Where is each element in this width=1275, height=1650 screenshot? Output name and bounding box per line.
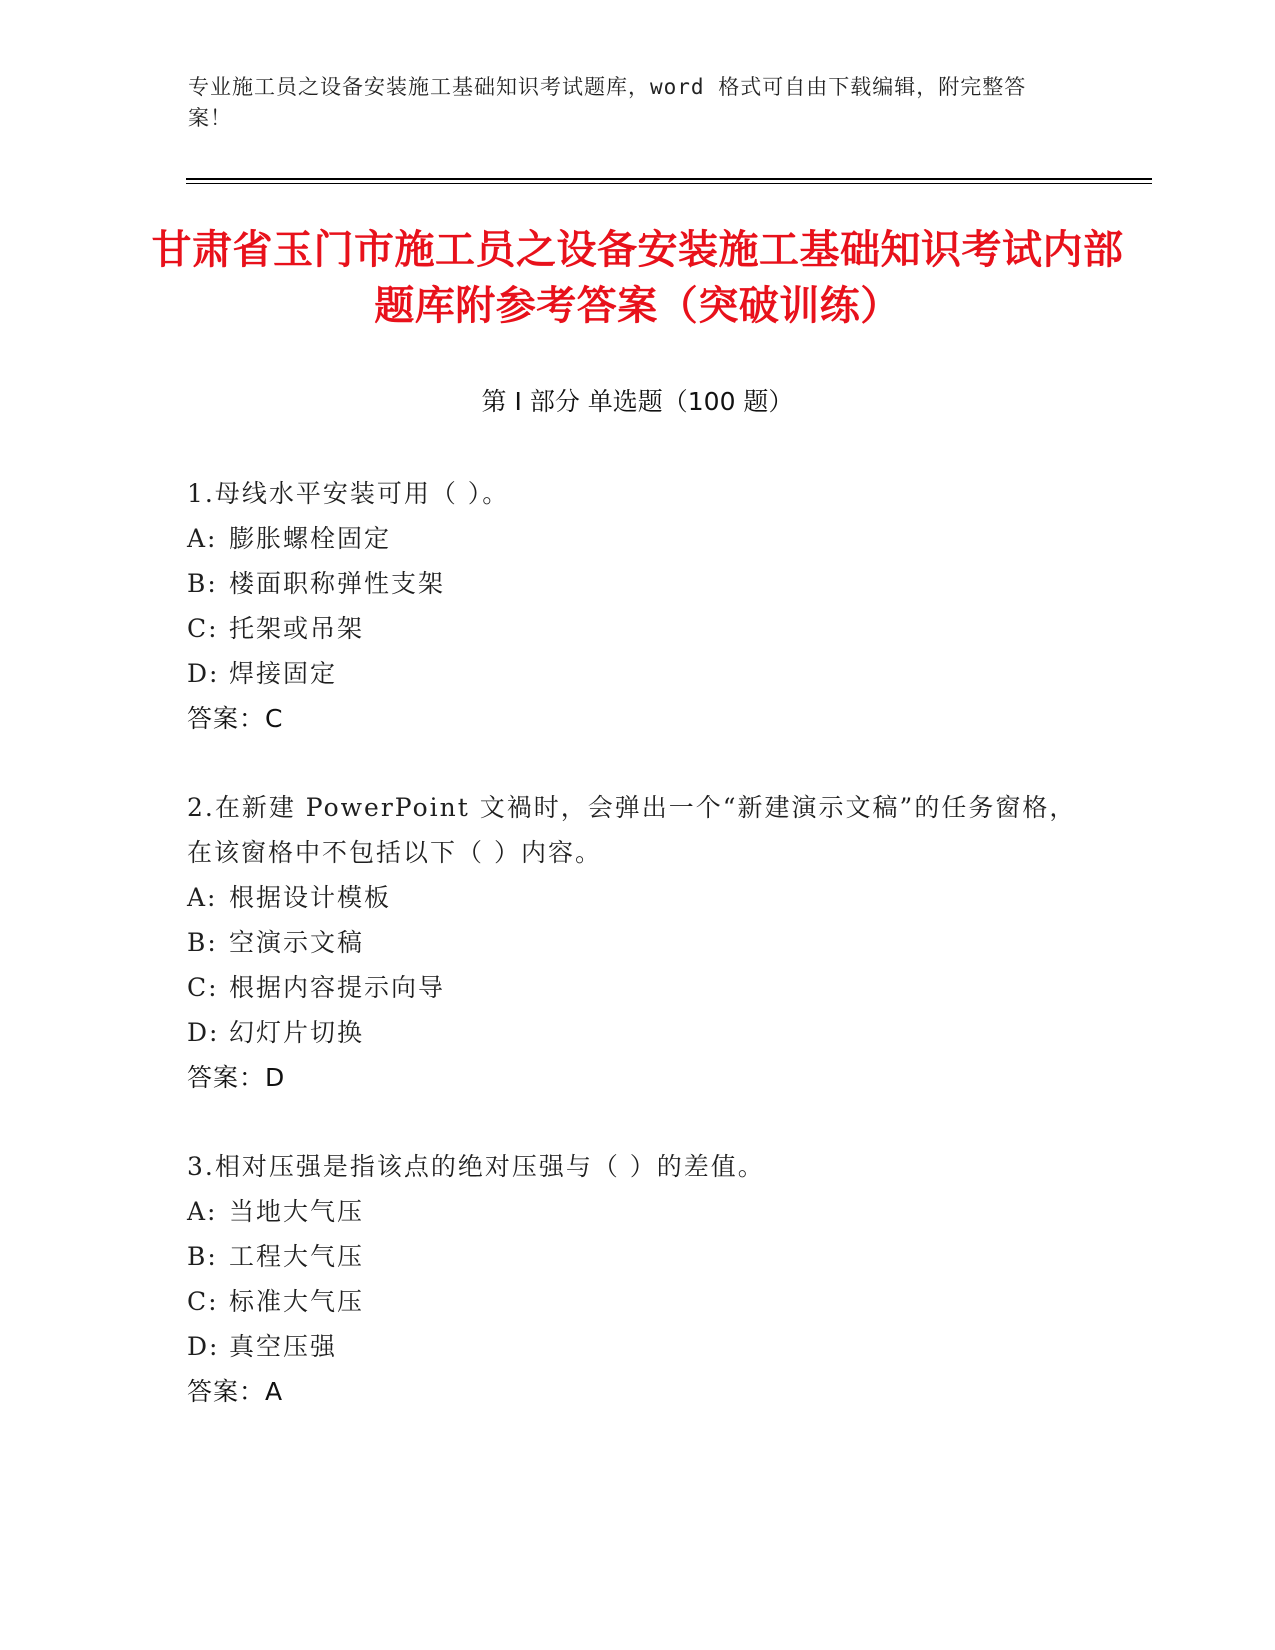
option-text: 幻灯片切换 <box>229 1018 365 1047</box>
option-d <box>187 1324 1087 1369</box>
question-item <box>187 471 1087 742</box>
option-b <box>187 920 1087 965</box>
option-key: C: <box>187 1287 219 1316</box>
option-b <box>187 561 1087 606</box>
option-text: 真空压强 <box>229 1332 338 1361</box>
option-text: 工程大气压 <box>229 1242 365 1271</box>
option-key: D: <box>187 1332 220 1361</box>
header-rule-thin <box>186 183 1152 184</box>
option-text: 托架或吊架 <box>229 614 365 643</box>
answer-line: 答案：D <box>187 1063 286 1092</box>
question-text: 3.相对压强是指该点的绝对压强与（ ）的差值。 <box>187 1152 765 1181</box>
option-d <box>187 651 1087 696</box>
option-key: B: <box>187 928 218 957</box>
option-text: 膨胀螺栓固定 <box>229 524 392 553</box>
question-item <box>187 1144 1087 1415</box>
option-a <box>187 875 1087 920</box>
option-key: C: <box>187 973 219 1002</box>
option-text: 楼面职称弹性支架 <box>229 569 446 598</box>
question-text: 2.在新建 PowerPoint 文禍时，会弹出一个“新建演示文稿”的任务窗格，在该窗格中不包括以下（ ）内容。 <box>187 793 1077 867</box>
header-note: 专业施工员之设备安装施工基础知识考试题库，word 格式可自由下载编辑，附完整答案！ <box>188 75 1027 130</box>
answer-line: 答案：C <box>187 704 284 733</box>
option-c <box>187 1279 1087 1324</box>
option-key: A: <box>187 883 218 912</box>
answer-line: 答案：A <box>187 1377 284 1406</box>
document-title: 甘肃省玉门市施工员之设备安装施工基础知识考试内部题库附参考答案（突破训练） <box>151 227 1124 329</box>
option-text: 空演示文稿 <box>229 928 365 957</box>
option-key: D: <box>187 1018 220 1047</box>
option-key: B: <box>187 1242 218 1271</box>
option-key: C: <box>187 614 219 643</box>
section-title: 第 I 部分 单选题（100 题） <box>481 387 794 416</box>
option-text: 焊接固定 <box>229 659 338 688</box>
option-text: 根据设计模板 <box>229 883 392 912</box>
option-a <box>187 516 1087 561</box>
header-rule-thick <box>186 178 1152 180</box>
option-text: 标准大气压 <box>229 1287 365 1316</box>
option-text: 根据内容提示向导 <box>229 973 446 1002</box>
option-c <box>187 606 1087 651</box>
option-key: B: <box>187 569 218 598</box>
option-b <box>187 1234 1087 1279</box>
question-list <box>187 471 1087 1458</box>
option-c <box>187 965 1087 1010</box>
option-a <box>187 1189 1087 1234</box>
question-item <box>187 785 1087 1101</box>
question-text: 1.母线水平安装可用（ ）。 <box>187 479 510 508</box>
option-key: D: <box>187 659 220 688</box>
option-d <box>187 1010 1087 1055</box>
option-key: A: <box>187 524 218 553</box>
option-text: 当地大气压 <box>229 1197 365 1226</box>
option-key: A: <box>187 1197 218 1226</box>
